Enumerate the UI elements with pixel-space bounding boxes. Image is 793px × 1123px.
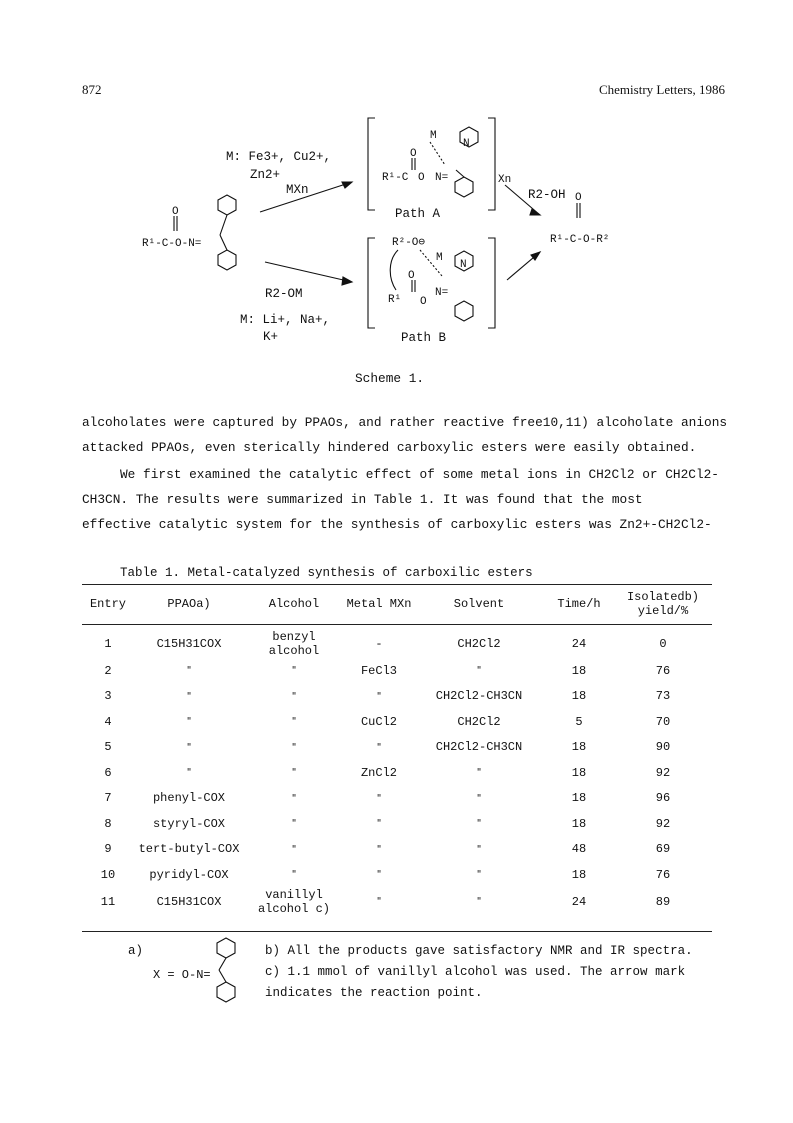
cell-time: 24	[571, 637, 587, 651]
cell-alcohol: "	[291, 818, 297, 830]
table-row	[82, 735, 712, 761]
footnote-a-formula: X = O-N=	[153, 968, 211, 982]
cell-entry: 7	[104, 791, 112, 806]
cell-metal: "	[376, 896, 382, 907]
cell-metal: -	[375, 637, 383, 651]
cell-solvent: CH2Cl2-CH3CN	[435, 689, 523, 704]
svg-text:R¹-C: R¹-C	[382, 172, 409, 184]
header-entry: Entry	[89, 597, 126, 611]
svg-text:N: N	[463, 138, 470, 150]
cell-metal: "	[376, 843, 382, 855]
svg-text:M: M	[436, 252, 443, 264]
svg-text:Xn: Xn	[498, 174, 512, 186]
cell-solvent: "	[476, 792, 482, 804]
footnote-b: b) All the products gave satisfactory NMR and IR spectra.	[265, 944, 693, 958]
reagent-alcohol: R2-OH	[528, 188, 566, 202]
cell-yield: 96	[655, 791, 671, 806]
cell-solvent: CH2Cl2	[457, 714, 501, 729]
cell-ppao: C15H31COX	[156, 637, 222, 651]
catalyst-a-line2: Zn2+	[250, 168, 281, 182]
cell-entry: 1	[104, 637, 112, 651]
cell-solvent: "	[476, 843, 482, 855]
cell-alcohol: "	[291, 843, 297, 855]
results-table	[82, 584, 712, 916]
cell-metal: ZnCl2	[360, 765, 397, 780]
header-time: Time/h	[557, 597, 601, 611]
body-line-4: CH3CN. The results were summarized in Table 1. It was found that the most	[82, 492, 643, 507]
cell-alcohol: "	[291, 665, 297, 677]
cell-metal: "	[376, 792, 382, 804]
cell-metal: "	[376, 741, 382, 753]
svg-text:O: O	[408, 270, 415, 282]
cell-ppao: C15H31COX	[156, 894, 222, 909]
footnote-a-label: a)	[128, 944, 144, 958]
cell-alcohol: "	[291, 767, 297, 779]
cell-time: 24	[571, 894, 587, 909]
cell-metal: "	[376, 869, 382, 881]
cell-yield: 76	[655, 867, 671, 882]
cell-ppao: styryl-COX	[152, 816, 225, 831]
cell-entry: 5	[104, 740, 112, 755]
body-line-2: attacked PPAOs, even sterically hindered carboxylic esters were easily obtained.	[82, 440, 697, 455]
svg-text:N=: N=	[435, 287, 449, 299]
cell-ppao: "	[186, 665, 192, 677]
cell-entry: 3	[104, 689, 112, 704]
cell-yield: 70	[655, 714, 671, 729]
svg-text:O: O	[418, 172, 425, 184]
header-ppao: PPAOa)	[167, 597, 211, 611]
cell-solvent: CH2Cl2	[457, 637, 501, 651]
table-row	[82, 658, 712, 684]
svg-text:N: N	[460, 259, 467, 271]
cell-alcohol: "	[291, 741, 297, 753]
scheme-caption: Scheme 1.	[355, 371, 425, 386]
cell-metal: CuCl2	[360, 714, 397, 729]
body-line-5: effective catalytic system for the synthesis of carboxylic esters was Zn2+-CH2Cl2-	[82, 517, 712, 532]
footnote-c-line1: c) 1.1 mmol of vanillyl alcohol was used. The arrow mark	[265, 965, 686, 979]
body-line-3: We first examined the catalytic effect of some metal ions in CH2Cl2 or CH2Cl2-	[120, 467, 719, 482]
cell-time: 18	[571, 689, 587, 704]
cell-solvent: "	[476, 665, 482, 677]
cell-yield: 69	[655, 842, 671, 857]
cell-yield: 76	[655, 663, 671, 678]
svg-text:O: O	[410, 148, 417, 160]
catalyst-b-line3: K+	[263, 330, 279, 344]
cell-entry: 11	[100, 894, 116, 909]
x-group-structure	[205, 935, 245, 1007]
svg-text:O: O	[172, 206, 179, 218]
cell-time: 18	[571, 765, 587, 780]
cell-entry: 9	[104, 842, 112, 857]
svg-text:M: M	[430, 130, 437, 142]
cell-metal: "	[376, 818, 382, 830]
cell-metal: FeCl3	[360, 663, 397, 678]
cell-solvent: CH2Cl2-CH3CN	[435, 740, 523, 755]
header-yield: Isolatedb) yield/%	[626, 590, 699, 618]
cell-solvent: "	[476, 818, 482, 830]
cell-solvent: "	[476, 896, 482, 907]
footnote-c-line2: indicates the reaction point.	[265, 986, 483, 1000]
cell-time: 18	[571, 816, 587, 831]
page-number: 872	[82, 82, 102, 97]
table-row	[82, 862, 712, 888]
header-metal: Metal MXn	[346, 597, 412, 611]
path-b-label: Path B	[401, 331, 447, 345]
cell-alcohol: "	[291, 690, 297, 702]
path-a-label: Path A	[395, 207, 441, 221]
header-alcohol: Alcohol	[268, 597, 320, 611]
table-row	[82, 888, 712, 916]
cell-entry: 6	[104, 765, 112, 780]
table-row	[82, 760, 712, 786]
cell-ppao: "	[186, 716, 192, 728]
table-row	[82, 709, 712, 735]
cell-alcohol: "	[291, 792, 297, 804]
cell-ppao: pyridyl-COX	[149, 867, 229, 882]
table-row	[82, 811, 712, 837]
cell-yield: 89	[655, 894, 671, 909]
cell-time: 48	[571, 842, 587, 857]
cell-entry: 4	[104, 714, 112, 729]
catalyst-a-line1: M: Fe3+, Cu2+,	[226, 150, 332, 164]
svg-text:R¹: R¹	[388, 294, 402, 306]
cell-ppao: "	[186, 741, 192, 753]
catalyst-a-line3: MXn	[286, 183, 309, 197]
cell-time: 5	[575, 714, 583, 729]
cell-alcohol: "	[291, 716, 297, 728]
cell-alcohol: vanillyl alcohol c)	[257, 887, 330, 916]
cell-time: 18	[571, 867, 587, 882]
table-bottom-rule	[82, 931, 712, 932]
scheme-1-diagram	[130, 110, 650, 355]
catalyst-b-line1: R2-OM	[265, 287, 303, 301]
journal-header: Chemistry Letters, 1986	[598, 82, 725, 97]
svg-text:R¹-C-O-R²: R¹-C-O-R²	[550, 234, 610, 246]
svg-text:R¹-C-O-N=: R¹-C-O-N=	[142, 238, 202, 250]
cell-yield: 92	[655, 816, 671, 831]
cell-time: 18	[571, 791, 587, 806]
cell-yield: 90	[655, 740, 671, 755]
cell-alcohol: benzyl alcohol	[268, 630, 320, 658]
body-line-1: alcoholates were captured by PPAOs, and rather reactive free10,11) alcoholate anions	[82, 415, 728, 430]
cell-alcohol: "	[291, 869, 297, 881]
table-row	[82, 624, 712, 658]
cell-entry: 8	[104, 816, 112, 831]
header-solvent: Solvent	[453, 597, 505, 611]
svg-text:O: O	[575, 192, 582, 204]
cell-yield: 73	[655, 689, 671, 704]
svg-text:O: O	[420, 296, 427, 308]
cell-solvent: "	[476, 767, 482, 779]
cell-metal: "	[376, 690, 382, 702]
cell-yield: 92	[655, 765, 671, 780]
cell-ppao: "	[186, 767, 192, 779]
table-row	[82, 837, 712, 863]
cell-yield: 0	[659, 637, 667, 651]
cell-time: 18	[571, 663, 587, 678]
cell-ppao: "	[186, 690, 192, 702]
cell-solvent: "	[476, 869, 482, 881]
catalyst-b-line2: M: Li+, Na+,	[240, 313, 331, 327]
svg-text:N=: N=	[435, 172, 449, 184]
svg-text:R²-O⊖: R²-O⊖	[392, 237, 426, 249]
cell-ppao: phenyl-COX	[152, 791, 225, 806]
cell-time: 18	[571, 740, 587, 755]
table-row	[82, 786, 712, 812]
table-caption: Table 1. Metal-catalyzed synthesis of carboxilic esters	[120, 566, 533, 580]
cell-entry: 10	[100, 867, 116, 882]
cell-entry: 2	[104, 663, 112, 678]
cell-ppao: tert-butyl-COX	[138, 842, 240, 857]
table-row	[82, 684, 712, 710]
